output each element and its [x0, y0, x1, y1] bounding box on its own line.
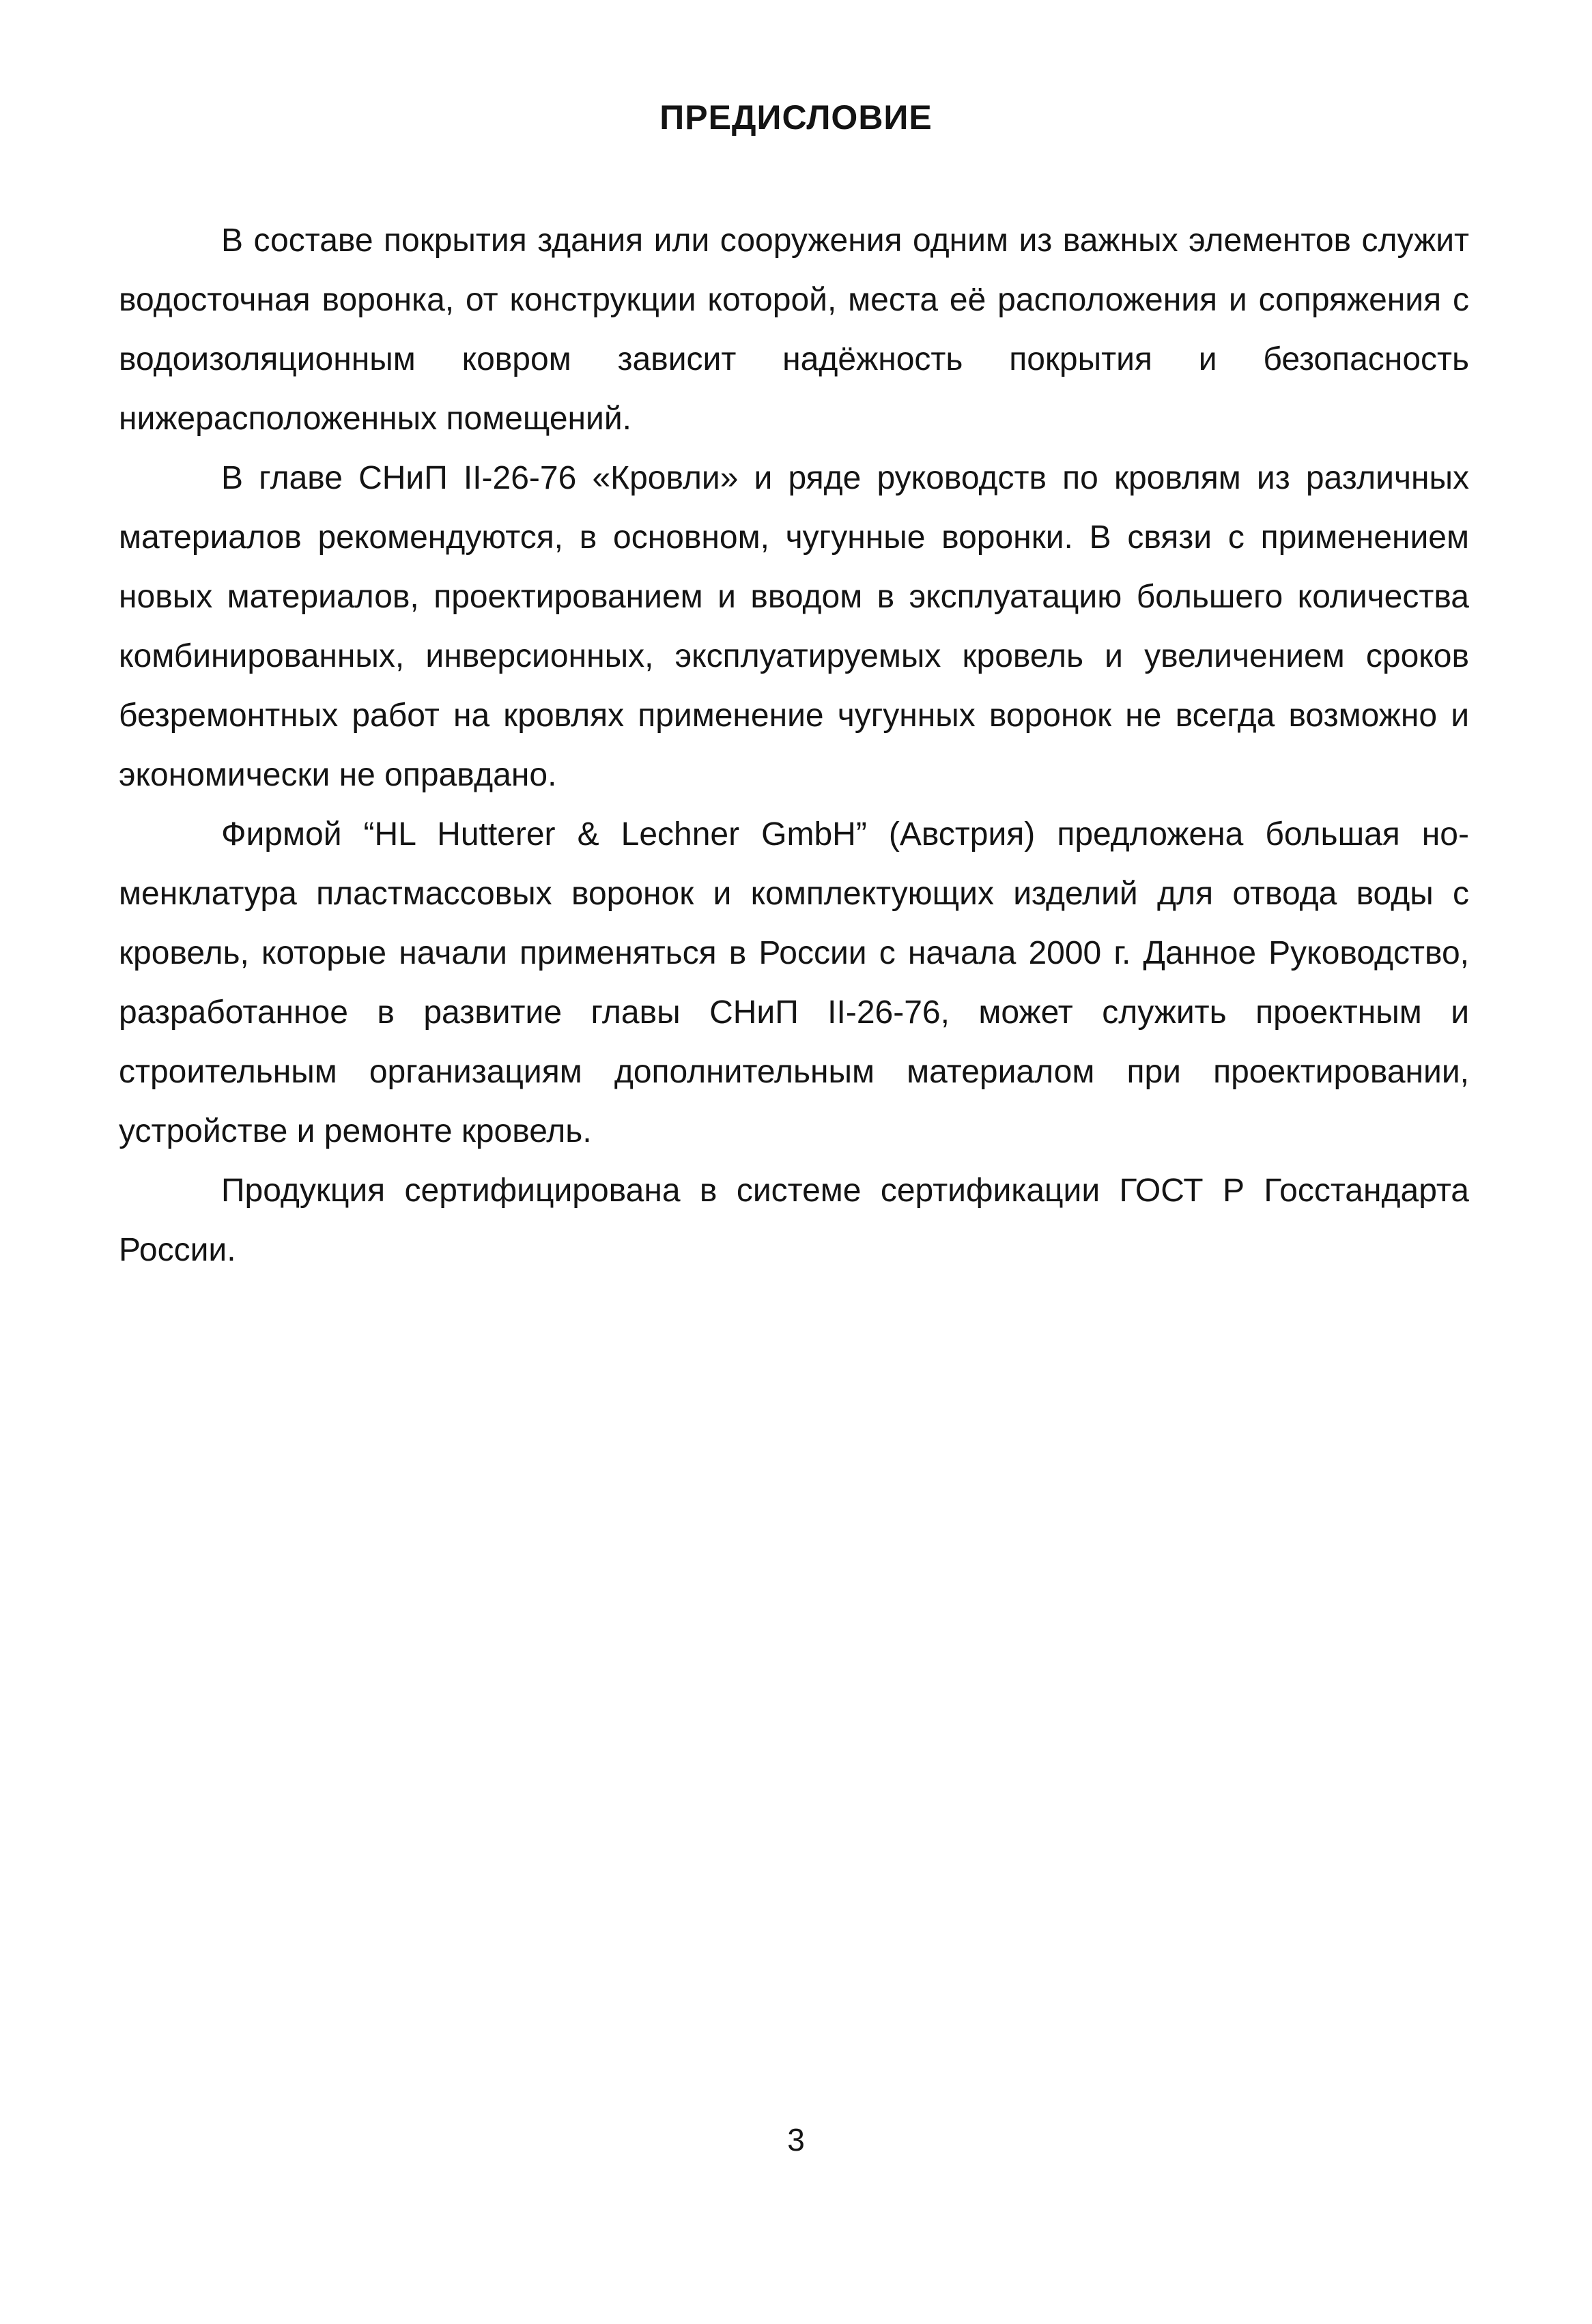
- paragraph-4: Продукция сертифицирована в системе сертификации ГОСТ Р Госстандарта России.: [119, 1173, 1469, 1268]
- paragraph-3: Фирмой “HL Hutterer & Lechner GmbH” (Австрия) предложена большая номенклатура пластмассовых воронок и комплектующих изделий для отвода воды с кровель, которые начали применяться в России с начала 2000 г. Данное Руководство, разработанное в развитие главы СНиП II-26-76, может служить проектным и строительным организациям дополнительным материалом при проектировании, устройстве и ремонте кровель.: [119, 816, 1470, 1149]
- paragraph-2: В главе СНиП II-26-76 «Кровли» и ряде руководств по кровлям из различных материалов рекомендуются, в основном, чугунные воронки. В связи с применением новых материалов, проектированием и вводом в эксплуатацию большего количества комбинированных, инверсионных, эксплуатируемых кровель и увеличением сроков безремонтных работ на кровлях применение чугунных воронок не всегда возможно и экономически не оправдано.: [119, 460, 1469, 793]
- paragraph-1: В составе покрытия здания или сооружения одним из важных элементов служит водосточная воронка, от конструкции которой, места её расположения и сопряжения с водоизоляционным ковром зависит надёжность покрытия и безопасность нижерасположенных помещений.: [119, 223, 1469, 437]
- body-text: [119, 211, 1469, 1280]
- page-number: 3: [787, 2122, 805, 2157]
- page-title: ПРЕДИСЛОВИЕ: [659, 98, 933, 137]
